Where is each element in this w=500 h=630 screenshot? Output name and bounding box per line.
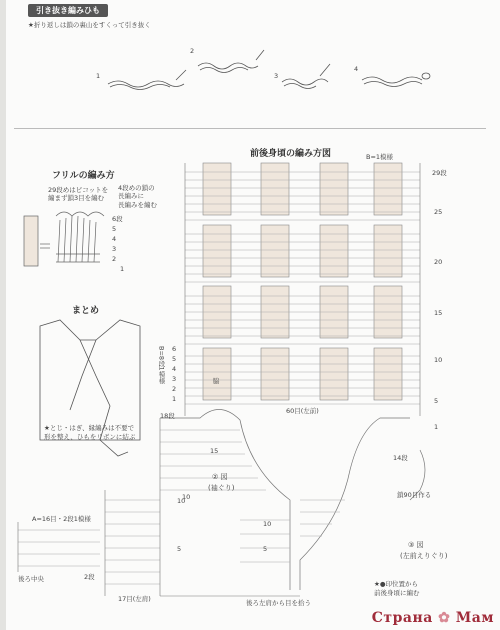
frill-title: フリルの編み方 <box>52 171 115 181</box>
frill-note-right: 4段めの鎖の 長編みに 長編みを編む <box>118 184 157 209</box>
watermark-logo: Страна ✿ Мам <box>371 610 494 626</box>
section-divider <box>14 128 486 129</box>
armhole-row-10: 10 <box>182 493 191 501</box>
frill-row-6: 6段 <box>112 215 123 223</box>
cord-step-3-drawing <box>282 64 330 89</box>
main-chart-columns <box>203 163 402 400</box>
frill-row-5: 5 <box>112 225 117 233</box>
figure-2-label: ② 図 <box>212 473 228 481</box>
row-label-25: 25 <box>434 208 443 216</box>
left-row-2: 2 <box>172 385 177 393</box>
cord-step-4-number: 4 <box>354 65 359 73</box>
figure-3-label: ③ 図 <box>408 541 424 549</box>
left-row-4: 4 <box>172 365 177 373</box>
cord-step-2-drawing <box>198 50 264 73</box>
footnote: ★●印位置から 前後身頃に編む <box>374 580 420 598</box>
left-row-1: 1 <box>172 395 177 403</box>
main-chart-title: 前後身頃の編み方図 <box>250 149 332 159</box>
cord-step-3-number: 3 <box>274 72 279 80</box>
left-pattern-label: B=8段1模様 <box>157 346 166 384</box>
frill-row-4: 4 <box>112 235 117 243</box>
lower-left-row-5: 5 <box>177 545 182 553</box>
frill-row-2: 2 <box>112 255 117 263</box>
lower-pattern-a: A=16目・2段1模様 <box>32 515 91 523</box>
armhole-curve <box>160 409 425 590</box>
row-label-10: 10 <box>434 356 443 364</box>
cord-step-2-number: 2 <box>190 47 195 55</box>
frill-diagram <box>24 212 104 266</box>
row-label-18: 18段 <box>160 412 175 420</box>
cord-step-1-number: 1 <box>96 72 101 80</box>
stitch-count-60: 60目(左前) <box>286 407 319 415</box>
row-label-20: 20 <box>434 258 443 266</box>
cord-note: ★折り返しは鎖の裏山をすくって引き抜く <box>28 21 151 29</box>
frill-row-3: 3 <box>112 245 117 253</box>
summary-note: ★とじ・はぎ、縁編みは不要で 形を整え、ひもをリボンに結ぶ <box>44 424 136 442</box>
pattern-label-b: B=1模様 <box>366 153 394 161</box>
left-row-6: 6 <box>172 345 177 353</box>
frill-note-left: 29段めはピコットを 編まず鎖3目を編む <box>48 186 109 203</box>
lower-mid-row-5: 5 <box>263 545 268 553</box>
row-label-15: 15 <box>434 309 443 317</box>
lower-borders <box>18 418 300 596</box>
stitch-count-17: 17目(左肩) <box>118 595 151 603</box>
row-label-29: 29段 <box>432 169 447 177</box>
row-label-5: 5 <box>434 397 439 405</box>
left-row-3: 3 <box>172 375 177 383</box>
lower-rows <box>18 430 345 584</box>
row-label-2: 2段 <box>84 573 95 581</box>
side-label: 脇 <box>213 377 220 385</box>
lower-left-row-10: 10 <box>177 497 186 505</box>
cord-step-1-drawing <box>108 70 186 90</box>
summary-title: まとめ <box>72 306 100 316</box>
lower-mid-row-10: 10 <box>263 520 272 528</box>
figure-2-caption: (袖ぐり) <box>208 484 235 492</box>
back-left-note: 後ろ左肩から目を拾う <box>246 599 311 607</box>
row-label-14: 14段 <box>393 454 408 462</box>
back-center-label: 後ろ中央 <box>18 575 44 583</box>
left-row-5: 5 <box>172 355 177 363</box>
section-title-cord: 引き抜き編みひも <box>28 4 108 17</box>
figure-3-caption: (左前えりぐり) <box>400 552 448 560</box>
chain-90-label: 鎖90目作る <box>397 491 432 499</box>
cord-step-4-drawing <box>362 73 430 87</box>
armhole-row-15: 15 <box>210 447 219 455</box>
row-label-1: 1 <box>434 423 439 431</box>
frill-row-1: 1 <box>120 265 125 273</box>
